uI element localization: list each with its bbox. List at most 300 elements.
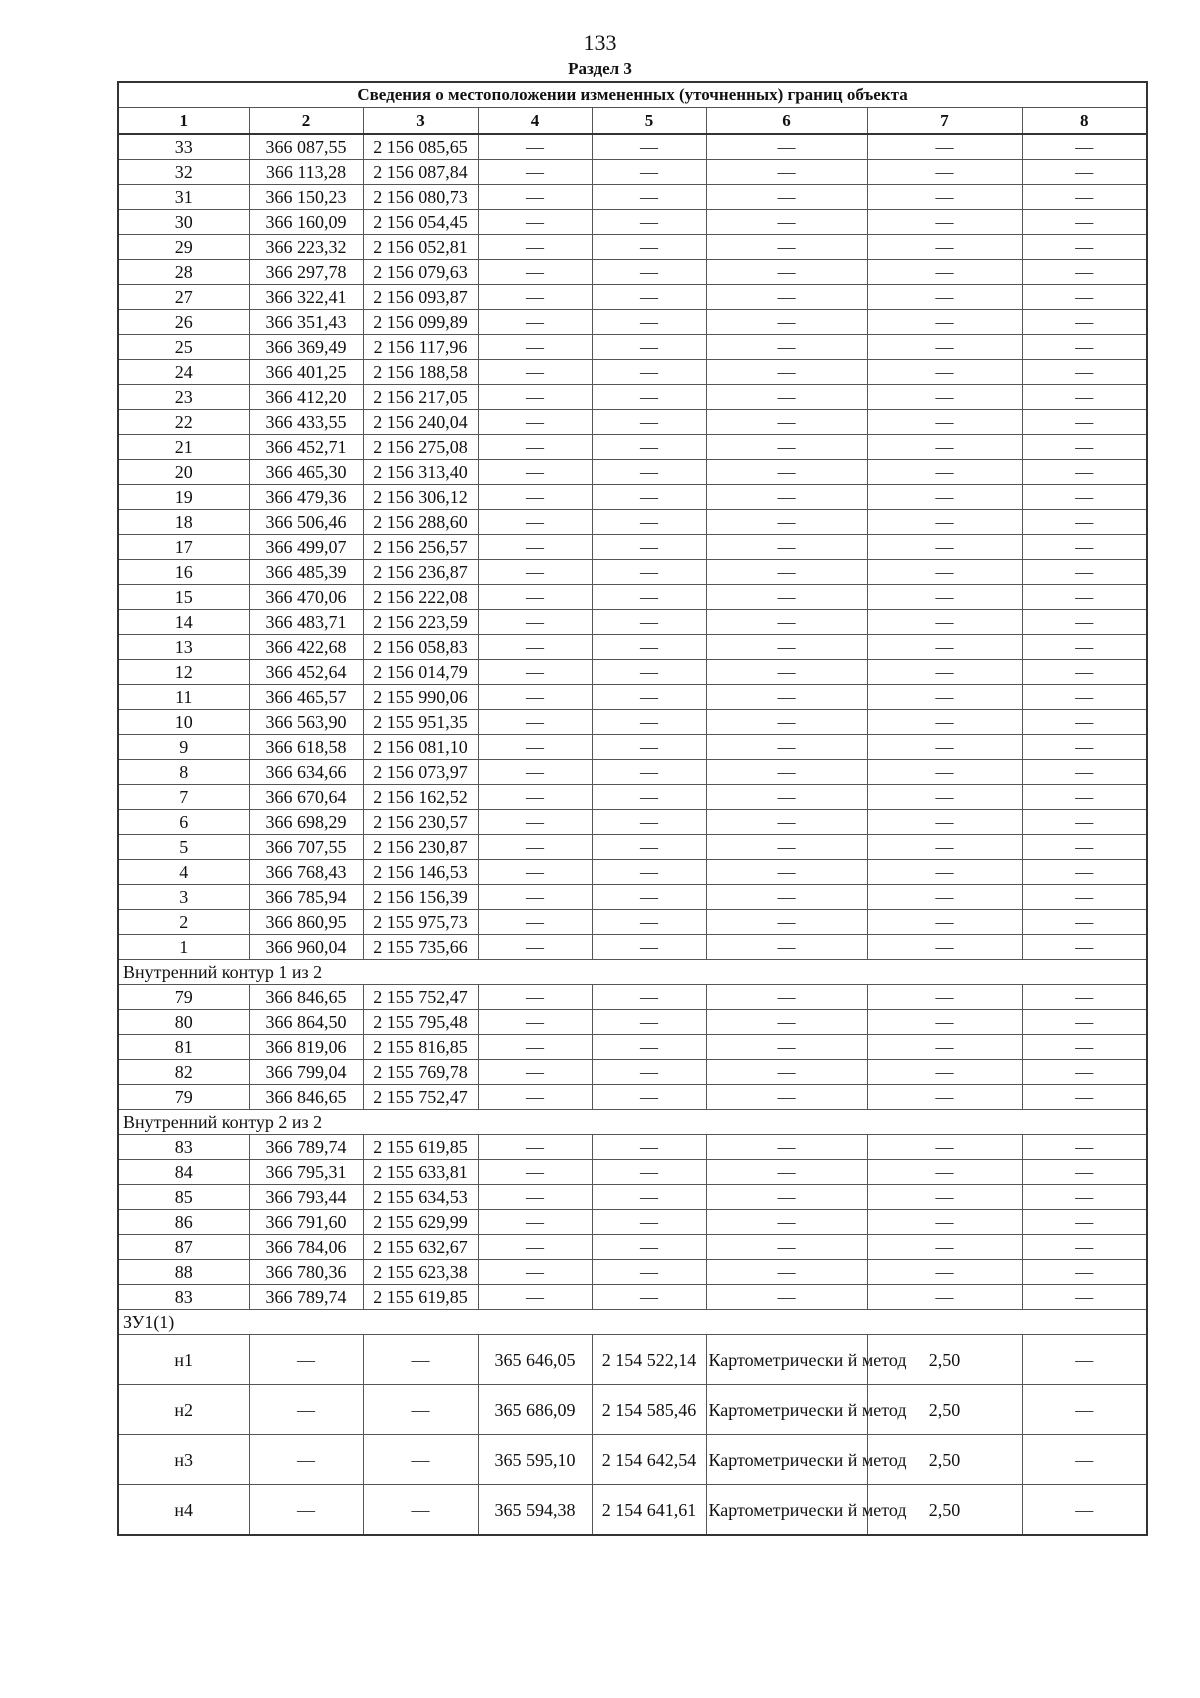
empty-dash-cell: —: [592, 1285, 706, 1310]
empty-dash-cell: —: [706, 1160, 867, 1185]
table-row: [118, 1335, 1147, 1385]
table-row: [118, 885, 1147, 910]
empty-dash-cell: —: [1022, 660, 1147, 685]
y-coordinate-cell: 2 156 288,60: [363, 510, 478, 535]
table-row: [118, 210, 1147, 235]
point-number-cell: 84: [118, 1160, 249, 1185]
y-coordinate-cell: 2 155 632,67: [363, 1235, 478, 1260]
table-row: [118, 835, 1147, 860]
empty-dash-cell: —: [592, 1035, 706, 1060]
table-row: [118, 1210, 1147, 1235]
empty-dash-cell: —: [1022, 760, 1147, 785]
x-coordinate-cell: 366 452,64: [249, 660, 363, 685]
empty-dash-cell: —: [867, 635, 1022, 660]
empty-dash-cell: —: [592, 610, 706, 635]
y-coordinate-cell: 2 156 306,12: [363, 485, 478, 510]
x-coordinate-cell: 366 470,06: [249, 585, 363, 610]
y-coordinate-cell: 2 156 085,65: [363, 134, 478, 160]
x-coordinate-cell: 366 465,57: [249, 685, 363, 710]
empty-dash-cell: —: [867, 885, 1022, 910]
x-coordinate-cell: 366 795,31: [249, 1160, 363, 1185]
empty-dash-cell: —: [592, 1160, 706, 1185]
point-number-cell: 83: [118, 1285, 249, 1310]
contour-section-label: Внутренний контур 2 из 2: [118, 1110, 1147, 1135]
empty-dash-cell: —: [592, 134, 706, 160]
table-row: [118, 985, 1147, 1010]
empty-dash-cell: —: [706, 410, 867, 435]
empty-dash-cell: —: [867, 810, 1022, 835]
table-row: [118, 335, 1147, 360]
empty-dash-cell: —: [478, 785, 592, 810]
x-coordinate-cell: 366 670,64: [249, 785, 363, 810]
empty-dash-cell: —: [867, 1160, 1022, 1185]
empty-dash-cell: —: [592, 185, 706, 210]
empty-dash-cell: —: [1022, 1210, 1147, 1235]
table-row: [118, 935, 1147, 960]
empty-dash-cell: —: [706, 735, 867, 760]
point-number-cell: 87: [118, 1235, 249, 1260]
empty-dash-cell: —: [706, 785, 867, 810]
y-coordinate-cell: 2 155 752,47: [363, 985, 478, 1010]
point-number-cell: 31: [118, 185, 249, 210]
y-coordinate-cell: 2 156 256,57: [363, 535, 478, 560]
empty-dash-cell: —: [867, 435, 1022, 460]
table-row: [118, 360, 1147, 385]
empty-dash-cell: —: [867, 1085, 1022, 1110]
point-number-cell: 80: [118, 1010, 249, 1035]
empty-dash-cell: —: [706, 760, 867, 785]
table-row: [118, 510, 1147, 535]
empty-dash-cell: —: [1022, 435, 1147, 460]
y-coordinate-cell: 2 155 634,53: [363, 1185, 478, 1210]
point-number-cell: 27: [118, 285, 249, 310]
accuracy-cell: 2,50: [867, 1485, 1022, 1536]
point-number-cell: 29: [118, 235, 249, 260]
table-row: [118, 660, 1147, 685]
new-y-coordinate-cell: 2 154 641,61: [592, 1485, 706, 1536]
column-header: 2: [249, 108, 363, 135]
table-row: [118, 685, 1147, 710]
y-coordinate-cell: 2 156 223,59: [363, 610, 478, 635]
method-cell: Картометрически й метод: [706, 1335, 867, 1385]
page-number: 133: [583, 30, 617, 55]
x-coordinate-cell: 366 960,04: [249, 935, 363, 960]
empty-dash-cell: —: [363, 1385, 478, 1435]
table-row: [118, 785, 1147, 810]
empty-dash-cell: —: [1022, 1085, 1147, 1110]
table-row: [118, 260, 1147, 285]
empty-dash-cell: —: [867, 310, 1022, 335]
x-coordinate-cell: 366 297,78: [249, 260, 363, 285]
empty-dash-cell: —: [867, 160, 1022, 185]
empty-dash-cell: —: [592, 785, 706, 810]
x-coordinate-cell: 366 401,25: [249, 360, 363, 385]
y-coordinate-cell: 2 155 619,85: [363, 1135, 478, 1160]
empty-dash-cell: —: [478, 660, 592, 685]
empty-dash-cell: —: [1022, 735, 1147, 760]
x-coordinate-cell: 366 322,41: [249, 285, 363, 310]
new-y-coordinate-cell: 2 154 642,54: [592, 1435, 706, 1485]
table-row: [118, 285, 1147, 310]
y-coordinate-cell: 2 155 735,66: [363, 935, 478, 960]
point-number-cell: 24: [118, 360, 249, 385]
empty-dash-cell: —: [478, 1135, 592, 1160]
point-number-cell: 10: [118, 710, 249, 735]
empty-dash-cell: —: [592, 310, 706, 335]
empty-dash-cell: —: [867, 235, 1022, 260]
empty-dash-cell: —: [1022, 835, 1147, 860]
empty-dash-cell: —: [706, 710, 867, 735]
empty-dash-cell: —: [706, 485, 867, 510]
empty-dash-cell: —: [592, 1135, 706, 1160]
point-number-cell: 79: [118, 985, 249, 1010]
empty-dash-cell: —: [867, 985, 1022, 1010]
table-row: [118, 385, 1147, 410]
empty-dash-cell: —: [592, 435, 706, 460]
point-number-cell: 12: [118, 660, 249, 685]
table-row: [118, 710, 1147, 735]
table-row: [118, 560, 1147, 585]
point-number-cell: 17: [118, 535, 249, 560]
x-coordinate-cell: 366 412,20: [249, 385, 363, 410]
empty-dash-cell: —: [867, 935, 1022, 960]
empty-dash-cell: —: [867, 185, 1022, 210]
empty-dash-cell: —: [706, 260, 867, 285]
empty-dash-cell: —: [592, 735, 706, 760]
empty-dash-cell: —: [706, 635, 867, 660]
empty-dash-cell: —: [1022, 1285, 1147, 1310]
x-coordinate-cell: 366 860,95: [249, 910, 363, 935]
column-header: 1: [118, 108, 249, 135]
y-coordinate-cell: 2 156 052,81: [363, 235, 478, 260]
point-number-cell: 82: [118, 1060, 249, 1085]
y-coordinate-cell: 2 156 230,57: [363, 810, 478, 835]
x-coordinate-cell: 366 789,74: [249, 1285, 363, 1310]
empty-dash-cell: —: [867, 685, 1022, 710]
column-header: 8: [1022, 108, 1147, 135]
method-cell: Картометрически й метод: [706, 1485, 867, 1536]
empty-dash-cell: —: [706, 360, 867, 385]
empty-dash-cell: —: [592, 760, 706, 785]
empty-dash-cell: —: [592, 710, 706, 735]
empty-dash-cell: —: [1022, 1160, 1147, 1185]
x-coordinate-cell: 366 698,29: [249, 810, 363, 835]
point-number-cell: н4: [118, 1485, 249, 1536]
column-header: 4: [478, 108, 592, 135]
column-header: 5: [592, 108, 706, 135]
accuracy-cell: 2,50: [867, 1335, 1022, 1385]
point-number-cell: 81: [118, 1035, 249, 1060]
empty-dash-cell: —: [478, 935, 592, 960]
table-row: [118, 460, 1147, 485]
empty-dash-cell: —: [478, 1010, 592, 1035]
empty-dash-cell: —: [706, 335, 867, 360]
empty-dash-cell: —: [706, 1210, 867, 1235]
point-number-cell: 1: [118, 935, 249, 960]
y-coordinate-cell: 2 155 990,06: [363, 685, 478, 710]
table-row: [118, 235, 1147, 260]
empty-dash-cell: —: [867, 335, 1022, 360]
empty-dash-cell: —: [867, 835, 1022, 860]
y-coordinate-cell: 2 155 769,78: [363, 1060, 478, 1085]
empty-dash-cell: —: [592, 660, 706, 685]
contour-section-label: ЗУ1(1): [118, 1310, 1147, 1335]
table-row: [118, 485, 1147, 510]
empty-dash-cell: —: [706, 285, 867, 310]
empty-dash-cell: —: [1022, 1035, 1147, 1060]
empty-dash-cell: —: [1022, 885, 1147, 910]
point-number-cell: 83: [118, 1135, 249, 1160]
x-coordinate-cell: 366 483,71: [249, 610, 363, 635]
empty-dash-cell: —: [706, 810, 867, 835]
empty-dash-cell: —: [478, 735, 592, 760]
empty-dash-cell: —: [478, 385, 592, 410]
empty-dash-cell: —: [592, 260, 706, 285]
table-caption-row: [118, 82, 1147, 108]
x-coordinate-cell: 366 465,30: [249, 460, 363, 485]
point-number-cell: 25: [118, 335, 249, 360]
point-number-cell: 28: [118, 260, 249, 285]
empty-dash-cell: —: [249, 1485, 363, 1536]
empty-dash-cell: —: [592, 1260, 706, 1285]
y-coordinate-cell: 2 155 951,35: [363, 710, 478, 735]
table-row: [118, 1485, 1147, 1536]
x-coordinate-cell: 366 452,71: [249, 435, 363, 460]
table-row: [118, 910, 1147, 935]
empty-dash-cell: —: [1022, 585, 1147, 610]
y-coordinate-cell: 2 156 080,73: [363, 185, 478, 210]
empty-dash-cell: —: [478, 1210, 592, 1235]
table-caption: Сведения о местоположении измененных (уточненных) границ объекта: [118, 82, 1147, 108]
empty-dash-cell: —: [1022, 485, 1147, 510]
empty-dash-cell: —: [592, 335, 706, 360]
y-coordinate-cell: 2 155 623,38: [363, 1260, 478, 1285]
empty-dash-cell: —: [867, 735, 1022, 760]
empty-dash-cell: —: [592, 210, 706, 235]
table-row: [118, 1260, 1147, 1285]
empty-dash-cell: —: [478, 410, 592, 435]
empty-dash-cell: —: [592, 160, 706, 185]
point-number-cell: 32: [118, 160, 249, 185]
empty-dash-cell: —: [867, 410, 1022, 435]
empty-dash-cell: —: [706, 1085, 867, 1110]
empty-dash-cell: —: [592, 810, 706, 835]
point-number-cell: н3: [118, 1435, 249, 1485]
table-row: [118, 1435, 1147, 1485]
empty-dash-cell: —: [1022, 560, 1147, 585]
point-number-cell: 88: [118, 1260, 249, 1285]
empty-dash-cell: —: [1022, 160, 1147, 185]
table-row: [118, 1235, 1147, 1260]
empty-dash-cell: —: [867, 860, 1022, 885]
column-header: 6: [706, 108, 867, 135]
point-number-cell: 18: [118, 510, 249, 535]
empty-dash-cell: —: [478, 335, 592, 360]
empty-dash-cell: —: [1022, 810, 1147, 835]
empty-dash-cell: —: [706, 160, 867, 185]
point-number-cell: 85: [118, 1185, 249, 1210]
empty-dash-cell: —: [478, 710, 592, 735]
empty-dash-cell: —: [1022, 685, 1147, 710]
point-number-cell: 5: [118, 835, 249, 860]
table-row: [118, 735, 1147, 760]
empty-dash-cell: —: [1022, 1010, 1147, 1035]
point-number-cell: 86: [118, 1210, 249, 1235]
x-coordinate-cell: 366 864,50: [249, 1010, 363, 1035]
x-coordinate-cell: 366 634,66: [249, 760, 363, 785]
empty-dash-cell: —: [867, 1260, 1022, 1285]
point-number-cell: 2: [118, 910, 249, 935]
y-coordinate-cell: 2 156 117,96: [363, 335, 478, 360]
empty-dash-cell: —: [478, 910, 592, 935]
point-number-cell: 14: [118, 610, 249, 635]
point-number-cell: н1: [118, 1335, 249, 1385]
y-coordinate-cell: 2 156 217,05: [363, 385, 478, 410]
point-number-cell: 79: [118, 1085, 249, 1110]
contour-section-row: [118, 1110, 1147, 1135]
empty-dash-cell: —: [706, 585, 867, 610]
empty-dash-cell: —: [1022, 1485, 1147, 1536]
point-number-cell: 20: [118, 460, 249, 485]
boundary-table: [117, 81, 1148, 1536]
empty-dash-cell: —: [592, 385, 706, 410]
empty-dash-cell: —: [592, 835, 706, 860]
empty-dash-cell: —: [478, 1060, 592, 1085]
empty-dash-cell: —: [592, 510, 706, 535]
empty-dash-cell: —: [478, 610, 592, 635]
empty-dash-cell: —: [478, 185, 592, 210]
empty-dash-cell: —: [867, 360, 1022, 385]
x-coordinate-cell: 366 819,06: [249, 1035, 363, 1060]
table-row: [118, 585, 1147, 610]
empty-dash-cell: —: [867, 910, 1022, 935]
empty-dash-cell: —: [1022, 335, 1147, 360]
empty-dash-cell: —: [1022, 310, 1147, 335]
column-header-row: [118, 108, 1147, 135]
empty-dash-cell: —: [592, 685, 706, 710]
y-coordinate-cell: 2 156 313,40: [363, 460, 478, 485]
x-coordinate-cell: 366 351,43: [249, 310, 363, 335]
x-coordinate-cell: 366 789,74: [249, 1135, 363, 1160]
table-row: [118, 610, 1147, 635]
table-row: [118, 1285, 1147, 1310]
empty-dash-cell: —: [706, 1185, 867, 1210]
empty-dash-cell: —: [706, 510, 867, 535]
empty-dash-cell: —: [478, 1235, 592, 1260]
x-coordinate-cell: 366 791,60: [249, 1210, 363, 1235]
empty-dash-cell: —: [1022, 460, 1147, 485]
empty-dash-cell: —: [478, 285, 592, 310]
empty-dash-cell: —: [1022, 360, 1147, 385]
column-header: 3: [363, 108, 478, 135]
empty-dash-cell: —: [592, 635, 706, 660]
empty-dash-cell: —: [706, 235, 867, 260]
y-coordinate-cell: 2 156 081,10: [363, 735, 478, 760]
empty-dash-cell: —: [478, 560, 592, 585]
empty-dash-cell: —: [592, 985, 706, 1010]
y-coordinate-cell: 2 156 058,83: [363, 635, 478, 660]
empty-dash-cell: —: [867, 610, 1022, 635]
x-coordinate-cell: 366 433,55: [249, 410, 363, 435]
new-x-coordinate-cell: 365 686,09: [478, 1385, 592, 1435]
empty-dash-cell: —: [867, 1285, 1022, 1310]
x-coordinate-cell: 366 768,43: [249, 860, 363, 885]
empty-dash-cell: —: [867, 1210, 1022, 1235]
empty-dash-cell: —: [1022, 1260, 1147, 1285]
table-row: [118, 1385, 1147, 1435]
empty-dash-cell: —: [706, 835, 867, 860]
method-cell: Картометрически й метод: [706, 1435, 867, 1485]
section-title: Раздел 3: [568, 59, 632, 78]
empty-dash-cell: —: [867, 510, 1022, 535]
y-coordinate-cell: 2 155 633,81: [363, 1160, 478, 1185]
empty-dash-cell: —: [478, 860, 592, 885]
empty-dash-cell: —: [1022, 1235, 1147, 1260]
empty-dash-cell: —: [478, 235, 592, 260]
y-coordinate-cell: 2 155 795,48: [363, 1010, 478, 1035]
empty-dash-cell: —: [867, 785, 1022, 810]
empty-dash-cell: —: [592, 1235, 706, 1260]
empty-dash-cell: —: [706, 1135, 867, 1160]
x-coordinate-cell: 366 506,46: [249, 510, 363, 535]
empty-dash-cell: —: [1022, 185, 1147, 210]
x-coordinate-cell: 366 563,90: [249, 710, 363, 735]
empty-dash-cell: —: [592, 410, 706, 435]
table-row: [118, 860, 1147, 885]
x-coordinate-cell: 366 113,28: [249, 160, 363, 185]
y-coordinate-cell: 2 155 816,85: [363, 1035, 478, 1060]
empty-dash-cell: —: [867, 535, 1022, 560]
y-coordinate-cell: 2 155 752,47: [363, 1085, 478, 1110]
empty-dash-cell: —: [1022, 385, 1147, 410]
empty-dash-cell: —: [1022, 935, 1147, 960]
empty-dash-cell: —: [867, 1035, 1022, 1060]
empty-dash-cell: —: [706, 610, 867, 635]
empty-dash-cell: —: [478, 360, 592, 385]
point-number-cell: 23: [118, 385, 249, 410]
table-row: [118, 435, 1147, 460]
x-coordinate-cell: 366 499,07: [249, 535, 363, 560]
x-coordinate-cell: 366 479,36: [249, 485, 363, 510]
empty-dash-cell: —: [1022, 1185, 1147, 1210]
empty-dash-cell: —: [592, 935, 706, 960]
empty-dash-cell: —: [1022, 1335, 1147, 1385]
point-number-cell: 9: [118, 735, 249, 760]
empty-dash-cell: —: [478, 460, 592, 485]
new-y-coordinate-cell: 2 154 522,14: [592, 1335, 706, 1385]
empty-dash-cell: —: [1022, 635, 1147, 660]
table-row: [118, 1135, 1147, 1160]
empty-dash-cell: —: [478, 1085, 592, 1110]
empty-dash-cell: —: [592, 235, 706, 260]
empty-dash-cell: —: [592, 1185, 706, 1210]
empty-dash-cell: —: [592, 910, 706, 935]
empty-dash-cell: —: [478, 585, 592, 610]
x-coordinate-cell: 366 793,44: [249, 1185, 363, 1210]
empty-dash-cell: —: [1022, 210, 1147, 235]
point-number-cell: 3: [118, 885, 249, 910]
y-coordinate-cell: 2 156 099,89: [363, 310, 478, 335]
y-coordinate-cell: 2 156 222,08: [363, 585, 478, 610]
empty-dash-cell: —: [592, 585, 706, 610]
empty-dash-cell: —: [478, 1285, 592, 1310]
point-number-cell: 11: [118, 685, 249, 710]
empty-dash-cell: —: [478, 1035, 592, 1060]
empty-dash-cell: —: [592, 360, 706, 385]
point-number-cell: 30: [118, 210, 249, 235]
empty-dash-cell: —: [478, 1160, 592, 1185]
empty-dash-cell: —: [478, 685, 592, 710]
